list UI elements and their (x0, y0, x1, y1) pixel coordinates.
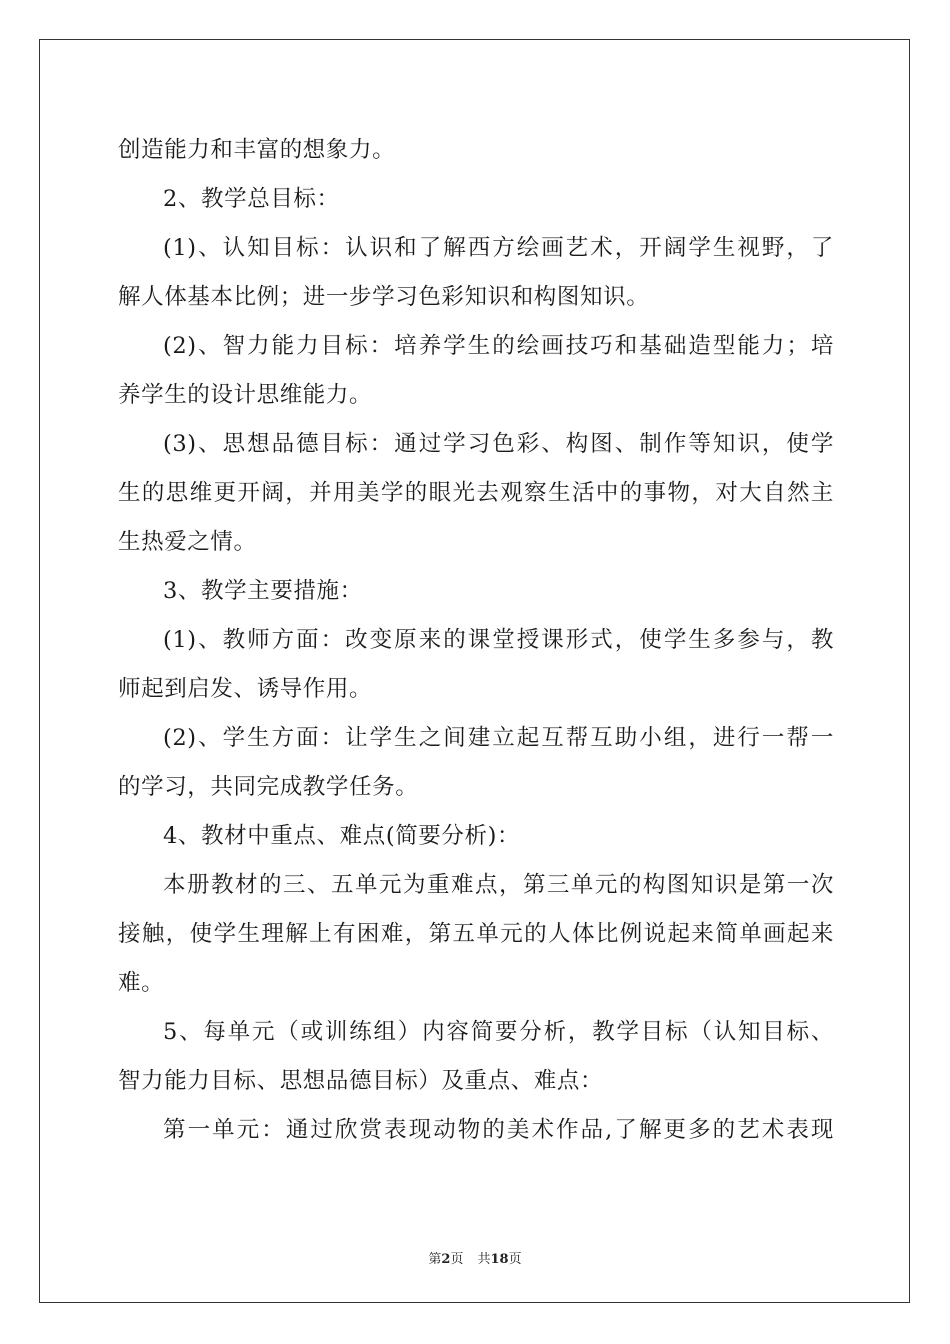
text-line: 创造能力和丰富的想象力。 (118, 137, 396, 163)
page-prefix: 第 (428, 1252, 442, 1267)
text-line: 5、每单元（或训练组）内容简要分析，教学目标（认知目标、 (163, 1019, 834, 1045)
text-line: 4、教材中重点、难点(简要分析)： (163, 823, 521, 849)
text-line: (3)、思想品德目标：通过学习色彩、构图、制作等知识，使学 (163, 431, 834, 457)
text-line: 养学生的设计思维能力。 (118, 382, 373, 408)
text-line: 生热爱之情。 (118, 529, 257, 555)
text-line: 难。 (118, 970, 165, 996)
text-line: 第一单元：通过欣赏表现动物的美术作品,了解更多的艺术表现 (163, 1117, 834, 1143)
text-line: (1)、教师方面：改变原来的课堂授课形式，使学生多参与，教 (163, 627, 834, 653)
text-line: (2)、智力能力目标：培养学生的绘画技巧和基础造型能力；培 (163, 333, 834, 359)
total-suffix: 页 (508, 1252, 522, 1267)
text-line: 接触，使学生理解上有困难，第五单元的人体比例说起来简单画起来 (118, 921, 834, 947)
text-line: (2)、学生方面：让学生之间建立起互帮互助小组，进行一帮一 (163, 725, 834, 751)
text-line: 智力能力目标、思想品德目标）及重点、难点： (118, 1068, 604, 1094)
page-footer (0, 1248, 950, 1267)
document-body (118, 126, 834, 1155)
total-prefix: 共 (477, 1252, 491, 1267)
text-line: 生的思维更开阔，并用美学的眼光去观察生活中的事物，对大自然主 (118, 480, 834, 506)
text-line: 的学习，共同完成教学任务。 (118, 774, 419, 800)
page-number: 2 (441, 1252, 451, 1267)
text-line: 师起到启发、诱导作用。 (118, 676, 373, 702)
text-line: 2、教学总目标： (163, 186, 340, 212)
text-line: 解人体基本比例；进一步学习色彩知识和构图知识。 (118, 284, 650, 310)
page-suffix: 页 (450, 1252, 464, 1267)
text-line: (1)、认知目标：认识和了解西方绘画艺术，开阔学生视野，了 (163, 235, 834, 261)
total-pages: 18 (490, 1252, 509, 1267)
text-line: 本册教材的三、五单元为重难点，第三单元的构图知识是第一次 (163, 872, 834, 898)
text-line: 3、教学主要措施： (163, 578, 363, 604)
